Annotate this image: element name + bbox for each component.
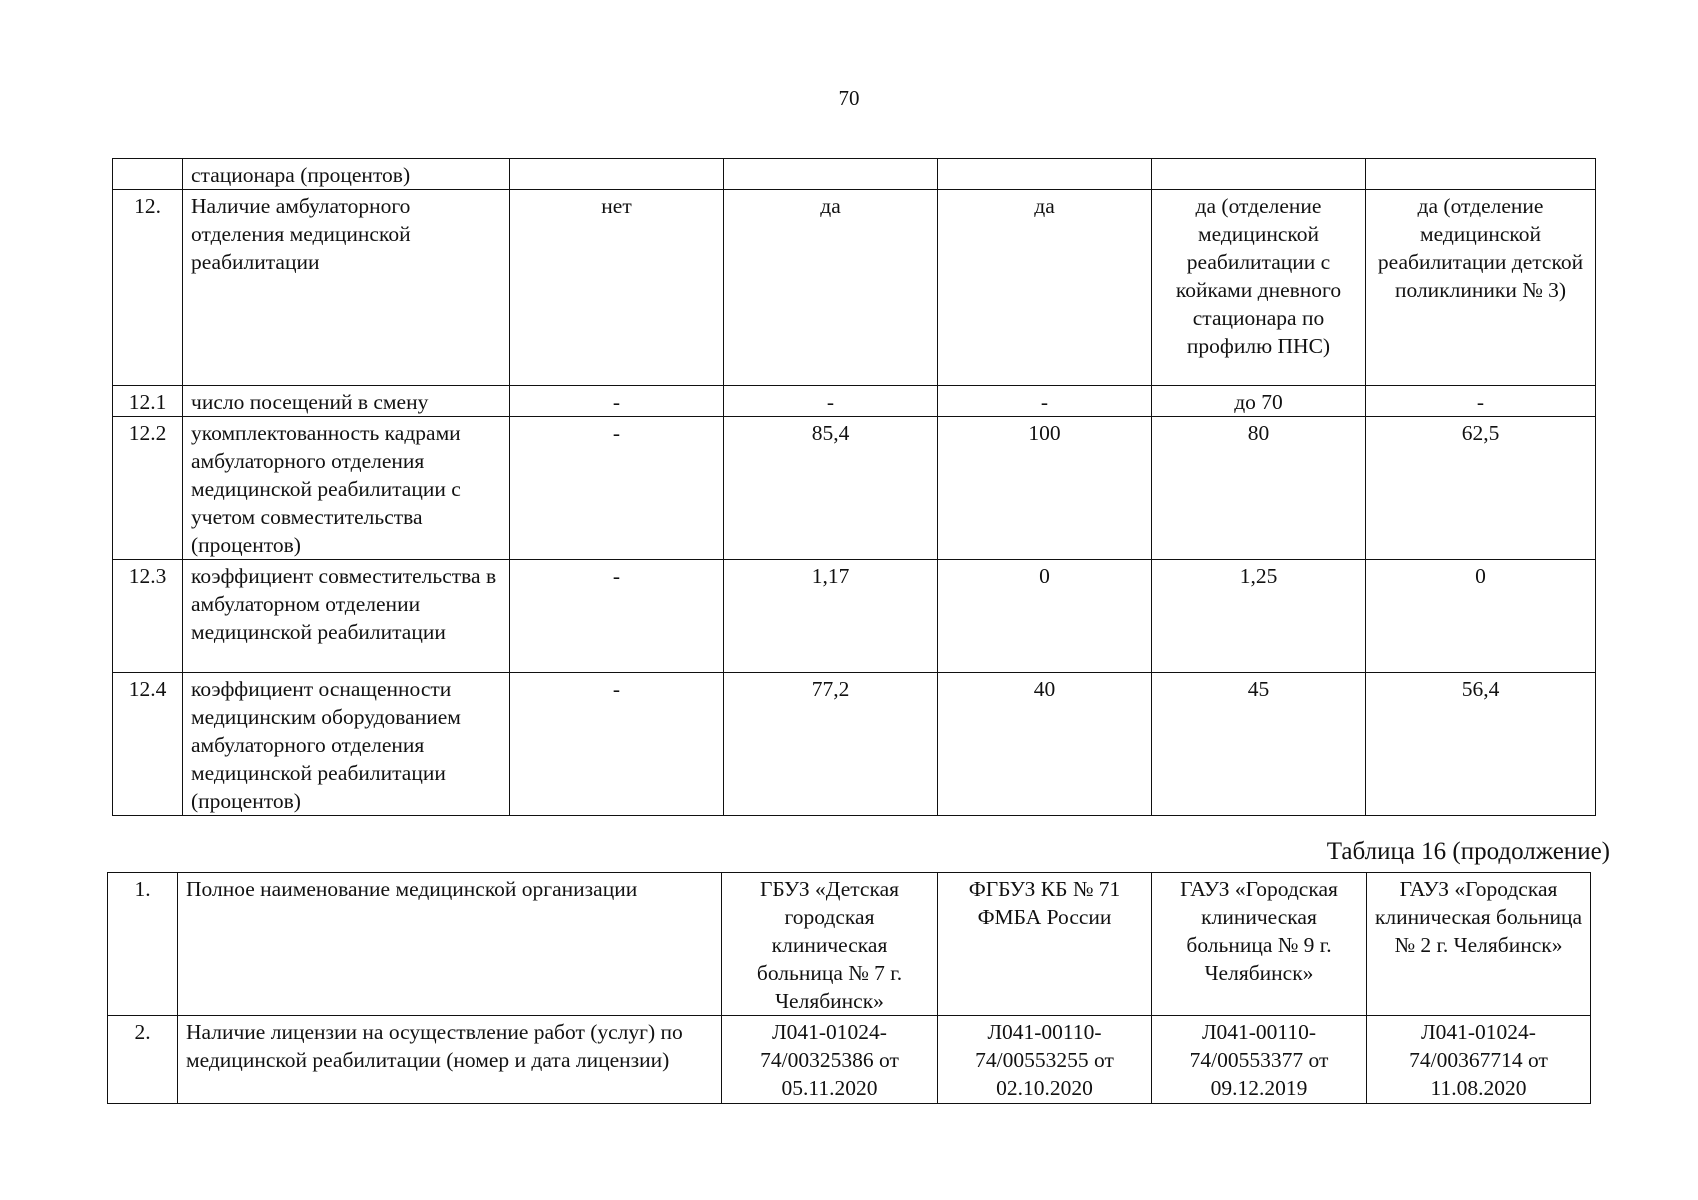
row-number: 1.	[108, 873, 178, 1016]
cell-value: ГАУЗ «Городская клиническая больница № 2 г. Челябинск»	[1367, 873, 1591, 1016]
cell-value: 85,4	[724, 417, 938, 560]
row-number: 12.1	[113, 386, 183, 417]
cell-value: 1,25	[1152, 560, 1366, 673]
cell-value: 100	[938, 417, 1152, 560]
row-number: 12.3	[113, 560, 183, 673]
cell-value: да (отделение медицинской реабилитации детской поликлиники № 3)	[1366, 190, 1596, 386]
table-row	[113, 159, 1596, 190]
cell-value: -	[1366, 386, 1596, 417]
cell-value: -	[510, 386, 724, 417]
cell-value: Л041-01024-74/00325386 от 05.11.2020	[722, 1016, 938, 1104]
cell-value: ГАУЗ «Городская клиническая больница № 9 г. Челябинск»	[1152, 873, 1367, 1016]
cell-value	[510, 159, 724, 190]
row-label: укомплектованность кадрами амбулаторного отделения медицинской реабилитации с учетом совместительства (процентов)	[183, 417, 510, 560]
row-label: число посещений в смену	[183, 386, 510, 417]
cell-value: -	[510, 560, 724, 673]
table-row	[108, 873, 1591, 1016]
table-row	[113, 673, 1596, 816]
cell-value: 40	[938, 673, 1152, 816]
cell-value: 80	[1152, 417, 1366, 560]
table-row	[108, 1016, 1591, 1104]
table-row	[113, 190, 1596, 386]
cell-value: -	[510, 673, 724, 816]
cell-value: -	[938, 386, 1152, 417]
cell-value: -	[510, 417, 724, 560]
table-row	[113, 417, 1596, 560]
cell-value: 56,4	[1366, 673, 1596, 816]
cell-value: да (отделение медицинской реабилитации с койками дневного стационара по профилю ПНС)	[1152, 190, 1366, 386]
cell-value: 0	[938, 560, 1152, 673]
medical-organizations-table	[107, 872, 1591, 1104]
row-label: коэффициент оснащенности медицинским оборудованием амбулаторного отделения медицинской реабилитации (процентов)	[183, 673, 510, 816]
cell-value: да	[724, 190, 938, 386]
cell-value	[1366, 159, 1596, 190]
cell-value: 77,2	[724, 673, 938, 816]
cell-value: да	[938, 190, 1152, 386]
row-number: 12.	[113, 190, 183, 386]
cell-value	[1152, 159, 1366, 190]
row-label: Полное наименование медицинской организации	[178, 873, 722, 1016]
rehabilitation-indicators-table	[112, 158, 1596, 816]
cell-value: -	[724, 386, 938, 417]
cell-value: Л041-00110-74/00553255 от 02.10.2020	[938, 1016, 1152, 1104]
row-number: 12.4	[113, 673, 183, 816]
page-number: 70	[838, 86, 860, 110]
row-number: 2.	[108, 1016, 178, 1104]
cell-value: Л041-01024-74/00367714 от 11.08.2020	[1367, 1016, 1591, 1104]
cell-value	[938, 159, 1152, 190]
cell-value: нет	[510, 190, 724, 386]
table-caption: Таблица 16 (продолжение)	[1326, 838, 1610, 865]
table-row	[113, 560, 1596, 673]
row-number	[113, 159, 183, 190]
cell-value: ГБУЗ «Детская городская клиническая больница № 7 г. Челябинск»	[722, 873, 938, 1016]
cell-value: 62,5	[1366, 417, 1596, 560]
table-row	[113, 386, 1596, 417]
row-label: Наличие амбулаторного отделения медицинской реабилитации	[183, 190, 510, 386]
cell-value: 0	[1366, 560, 1596, 673]
cell-value: 1,17	[724, 560, 938, 673]
cell-value	[724, 159, 938, 190]
cell-value: Л041-00110-74/00553377 от 09.12.2019	[1152, 1016, 1367, 1104]
row-label: Наличие лицензии на осуществление работ (услуг) по медицинской реабилитации (номер и дата лицензии)	[178, 1016, 722, 1104]
cell-value: до 70	[1152, 386, 1366, 417]
cell-value: 45	[1152, 673, 1366, 816]
row-label: стационара (процентов)	[183, 159, 510, 190]
row-number: 12.2	[113, 417, 183, 560]
cell-value: ФГБУЗ КБ № 71 ФМБА России	[938, 873, 1152, 1016]
row-label: коэффициент совместительства в амбулаторном отделении медицинской реабилитации	[183, 560, 510, 673]
